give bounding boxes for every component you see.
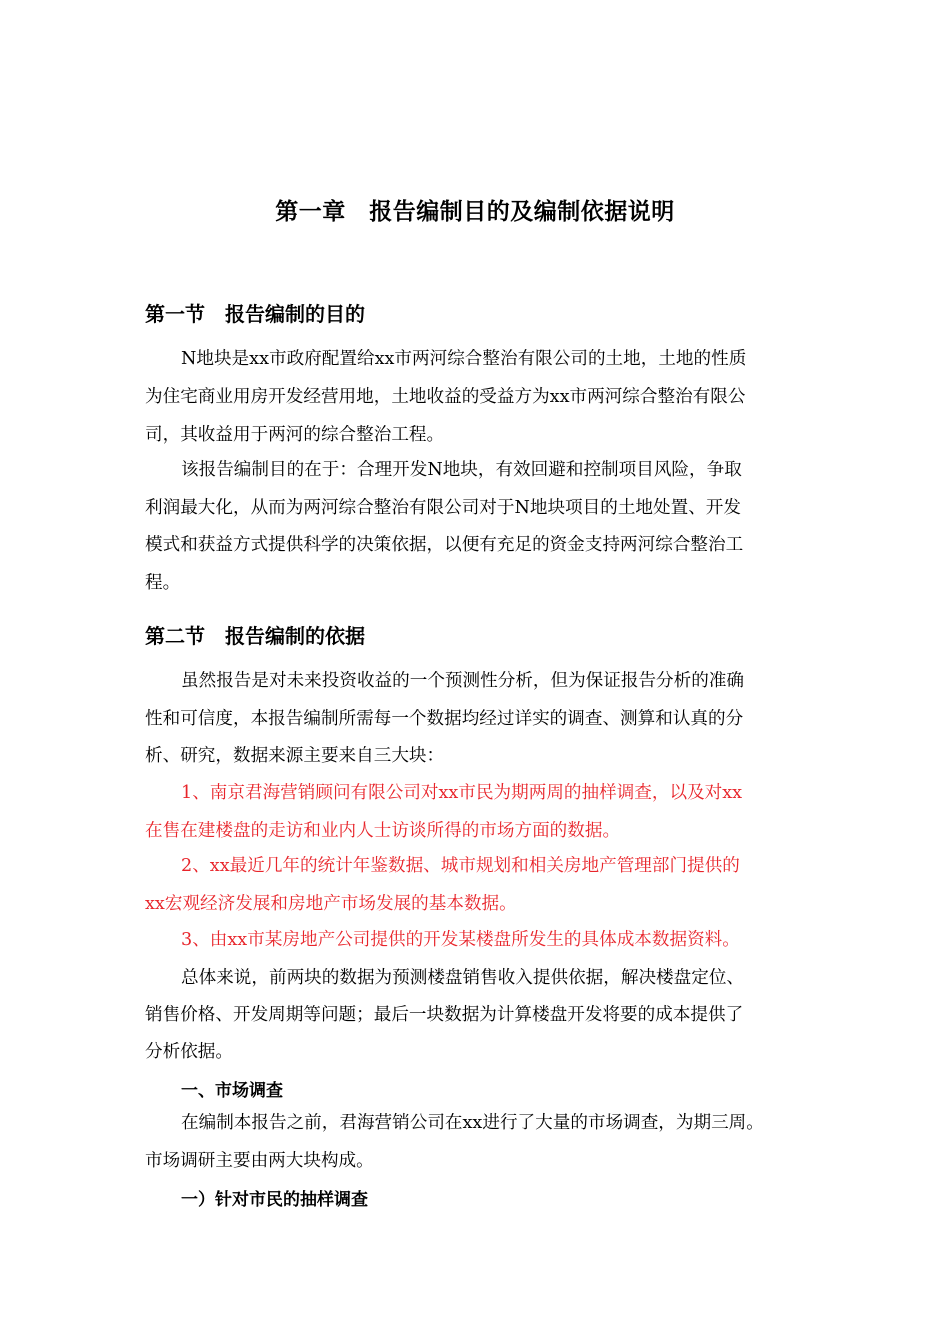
paragraph-line: 司，其收益用于两河的综合整治工程。 (145, 425, 445, 445)
chapter-title: 第一章 报告编制目的及编制依据说明 (275, 199, 675, 225)
paragraph-line: 虽然报告是对未来投资收益的一个预测性分析，但为保证报告分析的准确 (181, 671, 745, 691)
paragraph-line: N地块是xx市政府配置给xx市两河综合整治有限公司的土地，土地的性质 (181, 349, 747, 369)
paragraph-line: 分析依据。 (145, 1042, 233, 1062)
paragraph-line: 程。 (145, 573, 181, 593)
highlighted-line: 1、南京君海营销顾问有限公司对xx市民为期两周的抽样调查，以及对xx (181, 783, 743, 803)
section-title-basis: 第二节 报告编制的依据 (145, 624, 365, 648)
subsection-title-citizen-survey: 一）针对市民的抽样调查 (181, 1190, 368, 1210)
paragraph-line: 在编制本报告之前，君海营销公司在xx进行了大量的市场调查，为期三周。 (181, 1113, 764, 1133)
paragraph-line: 市场调研主要由两大块构成。 (145, 1151, 374, 1171)
paragraph-line: 销售价格、开发周期等问题；最后一块数据为计算楼盘开发将要的成本提供了 (145, 1005, 744, 1025)
paragraph-line: 模式和获益方式提供科学的决策依据，以便有充足的资金支持两河综合整治工 (145, 535, 744, 555)
highlighted-line: 在售在建楼盘的走访和业内人士访谈所得的市场方面的数据。 (145, 821, 621, 841)
paragraph-line: 总体来说，前两块的数据为预测楼盘销售收入提供依据，解决楼盘定位、 (181, 968, 745, 988)
highlighted-line: 3、由xx市某房地产公司提供的开发某楼盘所发生的具体成本数据资料。 (181, 930, 740, 950)
highlighted-line: xx宏观经济发展和房地产市场发展的基本数据。 (145, 894, 517, 914)
paragraph-line: 析、研究，数据来源主要来自三大块： (145, 746, 445, 766)
paragraph-line: 为住宅商业用房开发经营用地，土地收益的受益方为xx市两河综合整治有限公 (145, 387, 746, 407)
highlighted-line: 2、xx最近几年的统计年鉴数据、城市规划和相关房地产管理部门提供的 (181, 856, 740, 876)
subsection-title-market-survey: 一、市场调查 (181, 1081, 283, 1101)
paragraph-line: 利润最大化，从而为两河综合整治有限公司对于N地块项目的土地处置、开发 (145, 498, 741, 518)
paragraph-line: 该报告编制目的在于：合理开发N地块，有效回避和控制项目风险，争取 (181, 460, 742, 480)
paragraph-line: 性和可信度，本报告编制所需每一个数据均经过详实的调查、测算和认真的分 (145, 709, 744, 729)
section-title-purpose: 第一节 报告编制的目的 (145, 302, 365, 326)
